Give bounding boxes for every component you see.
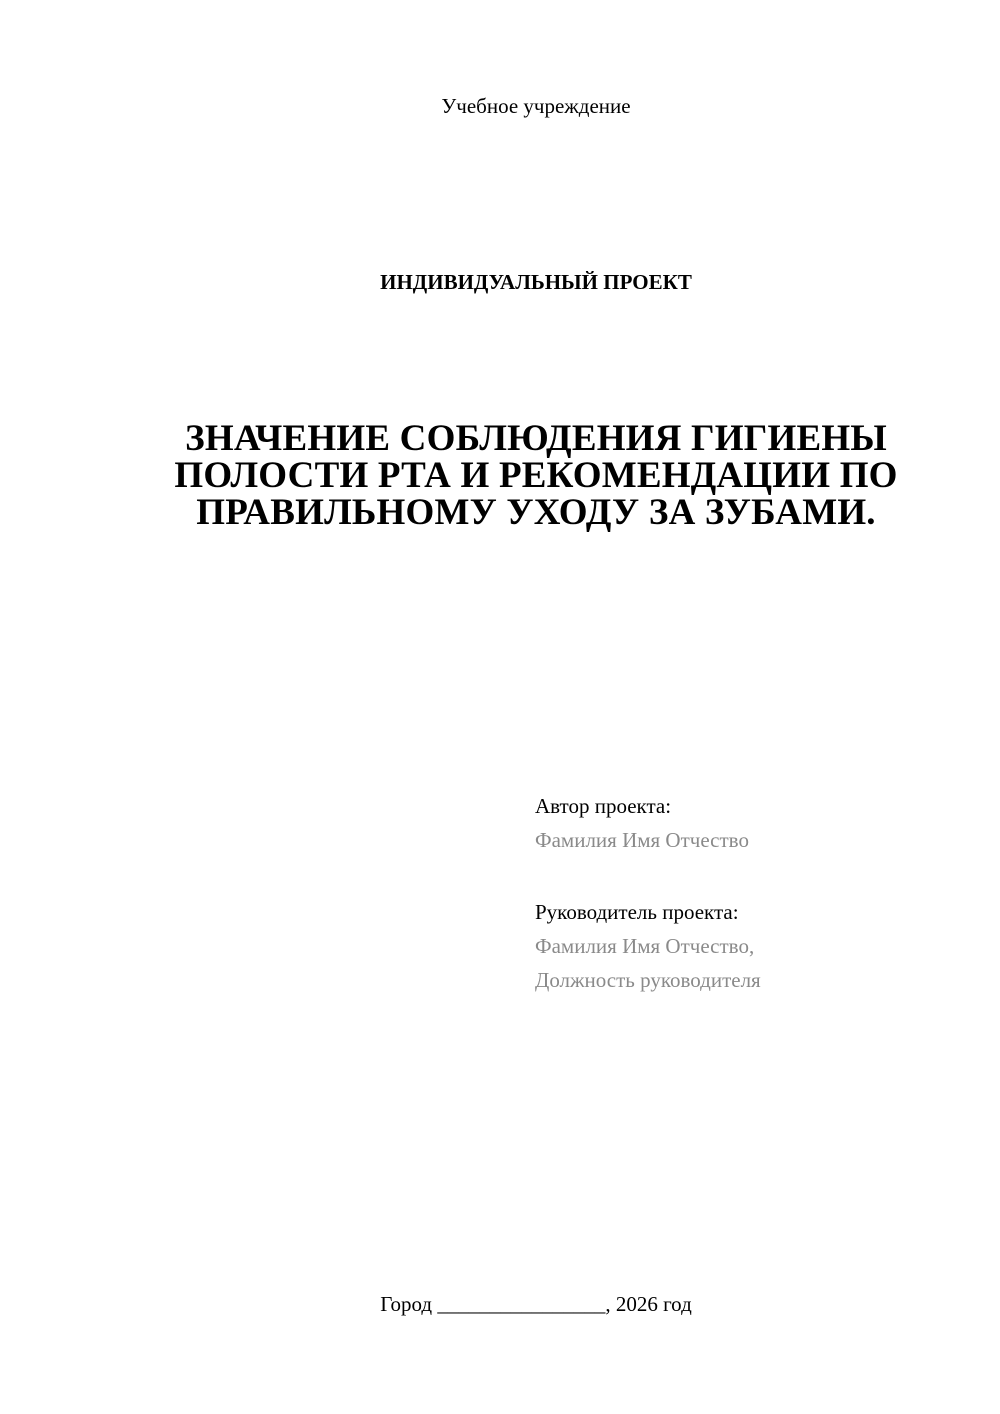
supervisor-name: Фамилия Имя Отчество,	[535, 934, 755, 958]
author-label: Автор проекта:	[535, 794, 672, 818]
author-name: Фамилия Имя Отчество	[535, 828, 749, 852]
supervisor-label: Руководитель проекта:	[535, 900, 739, 924]
project-title-line: ЗНАЧЕНИЕ СОБЛЮДЕНИЯ ГИГИЕНЫ	[185, 418, 887, 459]
supervisor-position: Должность руководителя	[535, 968, 761, 992]
authors-block	[535, 789, 975, 997]
project-title-line: ПОЛОСТИ РТА И РЕКОМЕНДАЦИИ ПО	[174, 455, 898, 496]
city-year-line: Город ________________, 2026 год	[380, 1292, 692, 1316]
institution-name: Учебное учреждение	[441, 94, 631, 118]
document-type: ИНДИВИДУАЛЬНЫЙ ПРОЕКТ	[380, 270, 692, 294]
authors-spacer	[535, 857, 975, 895]
project-title	[136, 420, 936, 531]
project-title-line: ПРАВИЛЬНОМУ УХОДУ ЗА ЗУБАМИ.	[196, 492, 876, 533]
